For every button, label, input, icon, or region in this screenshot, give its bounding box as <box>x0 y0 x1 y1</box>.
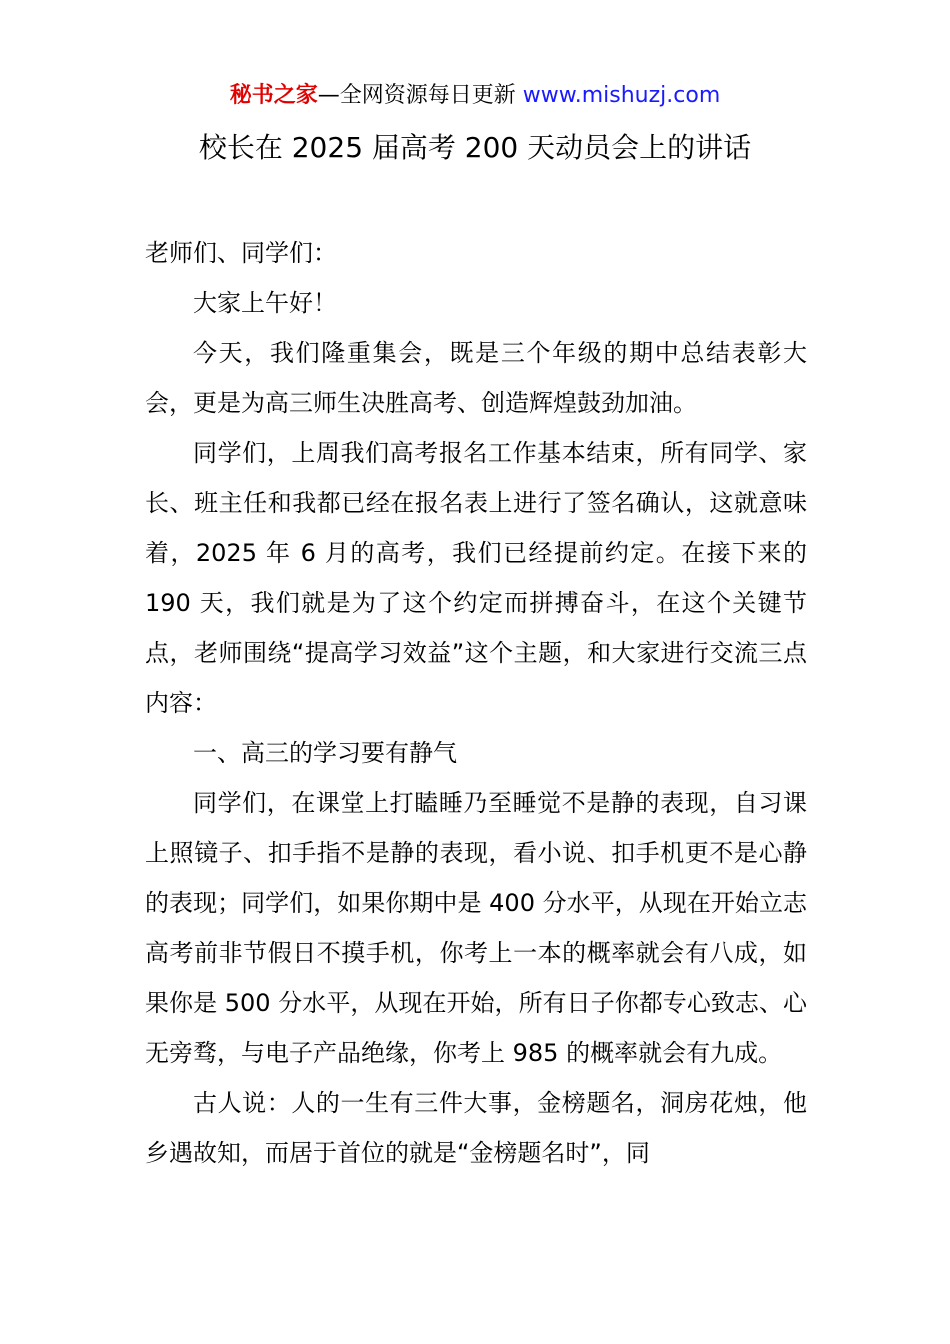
body-paragraph: 今天，我们隆重集会，既是三个年级的期中总结表彰大会，更是为高三师生决胜高考、创造辉煌鼓劲加油。 <box>145 339 807 417</box>
site-tagline: —全网资源每日更新 <box>317 83 523 108</box>
site-header <box>0 80 950 112</box>
document-title: 校长在 2025 届高考 200 天动员会上的讲话 <box>198 131 752 164</box>
section-heading: 一、高三的学习要有静气 <box>193 739 457 767</box>
document-body <box>145 228 807 1178</box>
body-paragraph: 同学们，上周我们高考报名工作基本结束，所有同学、家长、班主任和我都已经在报名表上进行了签名确认，这就意味着，2025 年 6 月的高考，我们已经提前约定。在接下来的 190 天，我们就是为了这个约定而拼搏奋斗，在这个关键节点，老师围绕“提高学习效益”这个主题，和大家进行交流三点内容： <box>145 439 807 717</box>
body-paragraph: 古人说：人的一生有三件大事，金榜题名，洞房花烛，他乡遇故知，而居于首位的就是“金榜题名时”，同 <box>145 1089 807 1167</box>
body-paragraph: 同学们，在课堂上打瞌睡乃至睡觉不是静的表现，自习课上照镜子、扣手指不是静的表现，看小说、扣手机更不是心静的表现；同学们，如果你期中是 400 分水平，从现在开始立志高考前非节假日不摸手机，你考上一本的概率就会有八成，如果你是 500 分水平，从现在开始，所有日子你都专心致志、心无旁骛，与电子产品绝缘，你考上 985 的概率就会有九成。 <box>145 789 807 1067</box>
greeting-paragraph: 大家上午好！ <box>193 289 337 317</box>
brand-name: 秘书之家 <box>229 83 318 108</box>
site-url-link[interactable]: www.mishuzj.com <box>522 83 721 108</box>
salutation: 老师们、同学们： <box>145 239 337 267</box>
